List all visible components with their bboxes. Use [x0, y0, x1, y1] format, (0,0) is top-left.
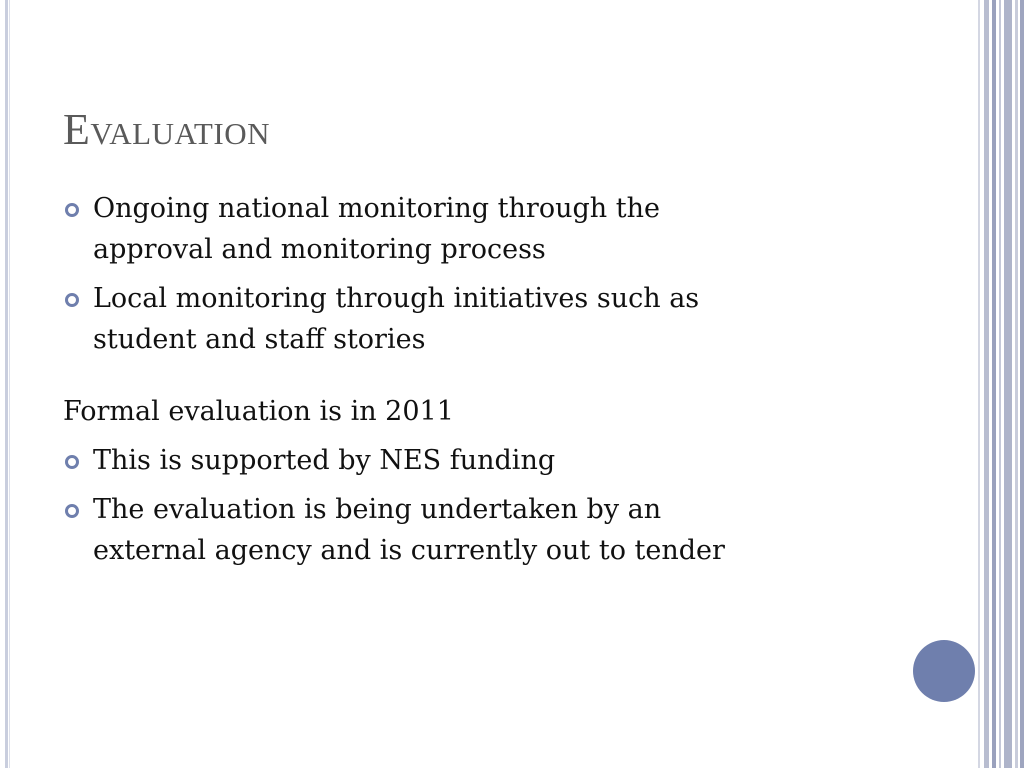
right-stripe: [999, 0, 1001, 768]
right-stripe: [1004, 0, 1012, 768]
right-stripe: [1015, 0, 1018, 768]
left-decorative-rule-thin: [9, 0, 10, 768]
decorative-circle: [913, 640, 975, 702]
right-stripe: [992, 0, 996, 768]
right-stripe: [984, 0, 989, 768]
slide-body: [63, 188, 923, 579]
bullet-item: [63, 188, 923, 270]
slide-title: Evaluation: [63, 105, 270, 154]
bullet-ring-icon: [65, 203, 79, 217]
bullet-text-line: Local monitoring through initiatives such as: [93, 283, 700, 314]
bullet-item: [63, 489, 923, 571]
bullet-item: [63, 440, 923, 481]
plain-paragraph: Formal evaluation is in 2011: [63, 396, 454, 427]
bullet-text-line: student and staff stories: [93, 324, 426, 355]
right-stripe: [978, 0, 980, 768]
bullet-ring-icon: [65, 504, 79, 518]
bullet-text-line: Ongoing national monitoring through the: [93, 193, 660, 224]
bullet-text-line: The evaluation is being undertaken by an: [93, 494, 662, 525]
right-stripe: [1020, 0, 1024, 768]
bullet-ring-icon: [65, 455, 79, 469]
bullet-text-line: This is supported by NES funding: [93, 445, 556, 476]
bullet-item: [63, 278, 923, 360]
bullet-ring-icon: [65, 293, 79, 307]
bullet-text-line: approval and monitoring process: [93, 234, 546, 265]
left-decorative-rule: [5, 0, 8, 768]
bullet-text-line: external agency and is currently out to tender: [93, 535, 725, 566]
